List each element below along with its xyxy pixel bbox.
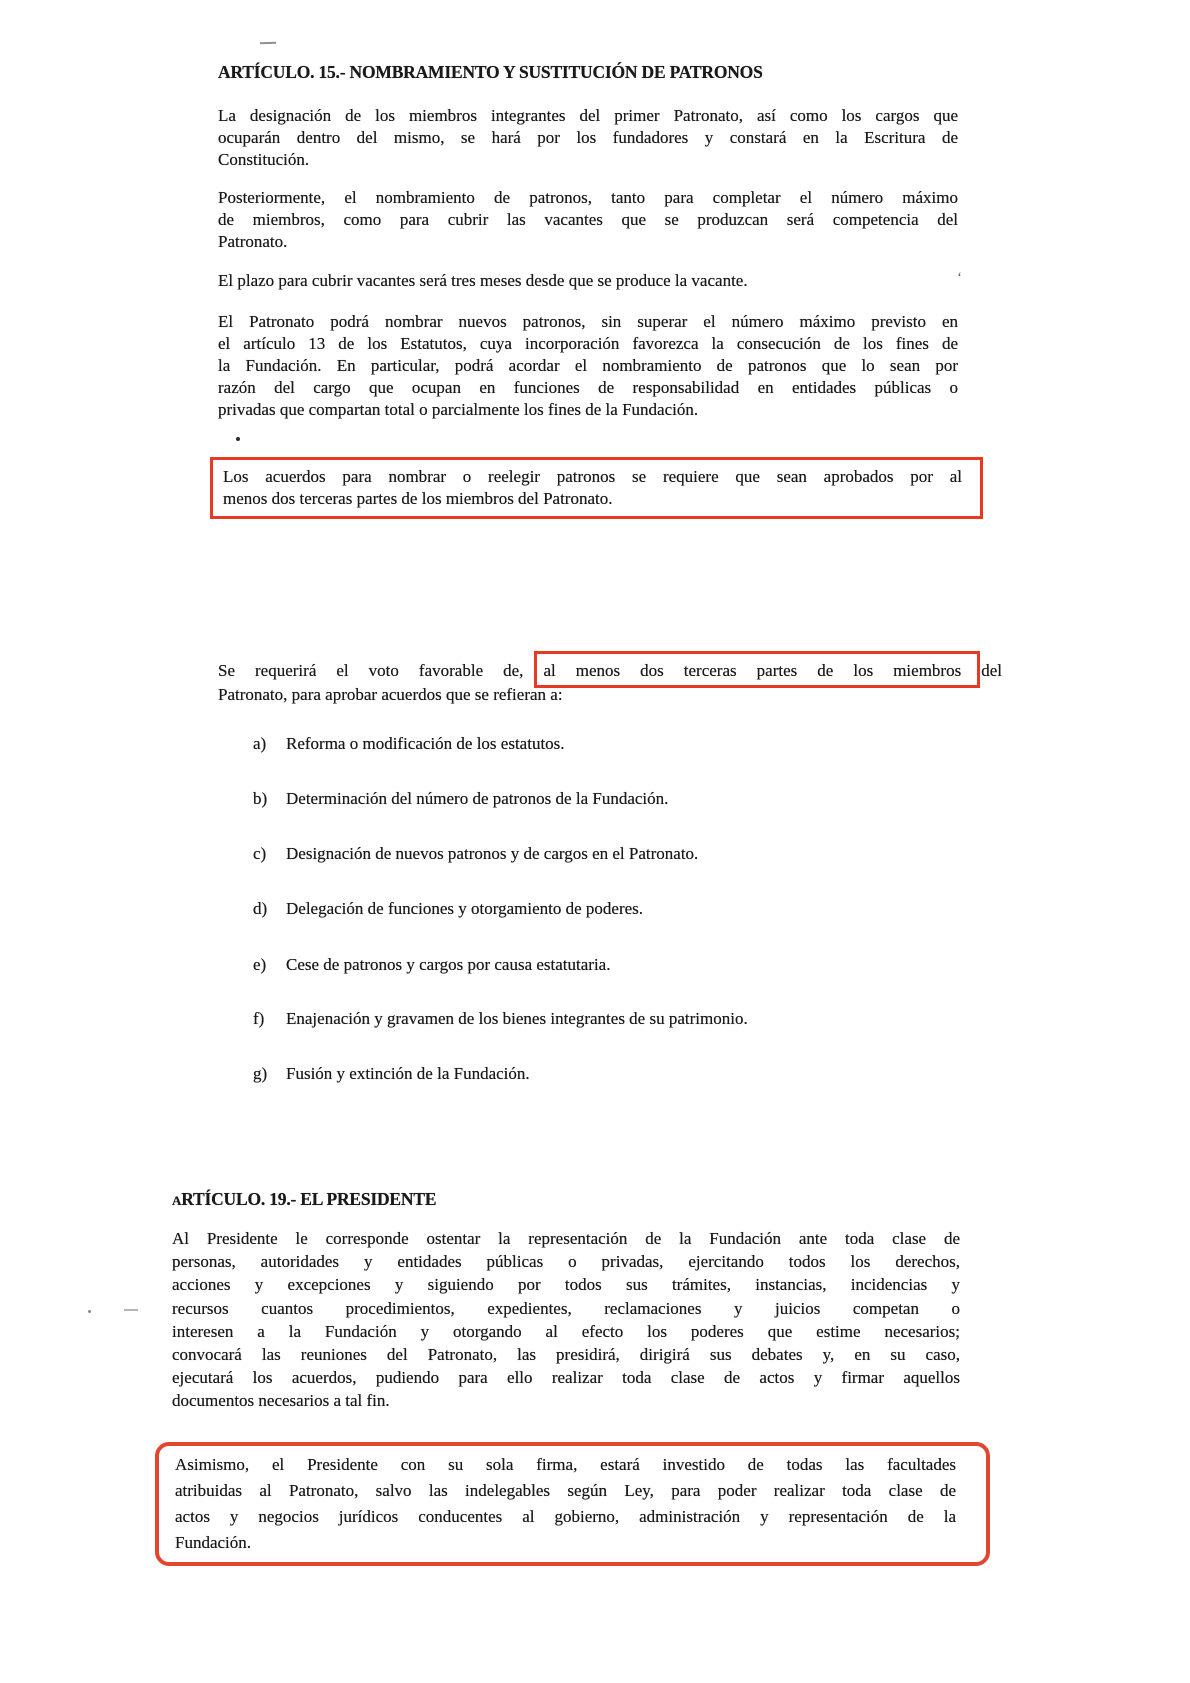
- article-19-heading: ARTÍCULO. 19.- EL PRESIDENTE: [172, 1189, 437, 1209]
- paragraph-voto-favorable: [218, 659, 1002, 707]
- text-line: privadas que compartan total o parcialmente los fines de la Fundación.: [218, 400, 699, 419]
- text-line: Posteriormente, el nombramiento de patronos, tanto para completar el número máximo: [218, 188, 958, 207]
- list-item-label: a): [253, 734, 267, 753]
- text-line: Los acuerdos para nombrar o reelegir patronos se requiere que sean aprobados por al: [223, 467, 962, 486]
- list-item-label: b): [253, 789, 268, 808]
- text-line: Al Presidente le corresponde ostentar la representación de la Fundación ante toda clase de: [172, 1229, 960, 1248]
- highlight-box-acuerdos: [210, 457, 983, 519]
- paragraph-posteriormente: [218, 187, 958, 253]
- text-line: El Patronato podrá nombrar nuevos patronos, sin superar el número máximo previsto en: [218, 312, 958, 331]
- scan-artifact-dot: [88, 1310, 91, 1313]
- text-line: interesen a la Fundación y otorgando al efecto los poderes que estime necesarios;: [172, 1321, 960, 1341]
- list-item-text: Determinación del número de patronos de la Fundación.: [286, 789, 669, 808]
- text-line: Patronato, para aprobar acuerdos que se refieran a:: [218, 685, 563, 704]
- paragraph-plazo: [218, 270, 958, 292]
- paragraph-nombrar-patronos: [218, 311, 958, 421]
- list-item-label: e): [253, 955, 267, 974]
- rounded-highlight-box-asimismo: [155, 1442, 990, 1566]
- scan-artifact-dash: [124, 1309, 138, 1311]
- article-15-heading: ARTÍCULO. 15.- NOMBRAMIENTO Y SUSTITUCIÓN DE PATRONOS: [218, 62, 763, 82]
- scan-artifact-ink-dot: [236, 437, 240, 441]
- text-line: Se requerirá el voto favorable de, al menos dos terceras partes de los miembros del: [218, 661, 1002, 680]
- text-line: personas, autoridades y entidades públicas o privadas, ejercitando todos los derechos,: [172, 1252, 960, 1272]
- text-line: El plazo para cubrir vacantes será tres meses desde que se produce la vacante.: [218, 271, 748, 290]
- list-item: [253, 1008, 748, 1030]
- text-line: acciones y excepciones y siguiendo por todos sus trámites, instancias, incidencias y: [172, 1275, 960, 1295]
- list-item-text: Designación de nuevos patronos y de cargos en el Patronato.: [286, 844, 699, 863]
- text-line: ocuparán dentro del mismo, se hará por los fundadores y constará en la Escritura de: [218, 128, 958, 147]
- list-item: [253, 954, 610, 976]
- paragraph-designacion: [218, 105, 958, 171]
- list-item-text: Reforma o modificación de los estatutos.: [286, 734, 565, 753]
- text-line: de miembros, como para cubrir las vacantes que se produzcan será competencia del: [218, 210, 958, 229]
- text-line: atribuidas al Patronato, salvo las indelegables según Ley, para poder realizar toda clase de: [175, 1481, 956, 1500]
- list-item-label: d): [253, 899, 268, 918]
- text-line: recursos cuantos procedimientos, expedientes, reclamaciones y juicios competan o: [172, 1298, 960, 1318]
- list-item: [253, 733, 565, 755]
- text-line: menos dos terceras partes de los miembros del Patronato.: [223, 489, 613, 508]
- list-item-label: g): [253, 1064, 268, 1083]
- list-item-text: Enajenación y gravamen de los bienes integrantes de su patrimonio.: [286, 1009, 748, 1028]
- list-item: [253, 843, 698, 865]
- scan-artifact-dash: [260, 42, 276, 45]
- list-item-text: Cese de patronos y cargos por causa estatutaria.: [286, 955, 611, 974]
- text-line: Constitución.: [218, 150, 310, 169]
- list-item: [253, 788, 668, 810]
- text-line: Asimismo, el Presidente con su sola firma, estará investido de todas las facultades: [175, 1455, 956, 1474]
- text-line: documentos necesarios a tal fin.: [172, 1391, 390, 1411]
- list-item: [253, 1063, 530, 1085]
- text-line: razón del cargo que ocupan en funciones de responsabilidad en entidades públicas o: [218, 378, 958, 397]
- text-line: actos y negocios jurídicos conducentes al gobierno, administración y representación de la: [175, 1507, 956, 1526]
- list-item: [253, 898, 643, 920]
- text-line: la Fundación. En particular, podrá acordar el nombramiento de patronos que lo sean por: [218, 356, 958, 375]
- list-item-label: f): [253, 1009, 265, 1028]
- text-line: Patronato.: [218, 232, 288, 251]
- paragraph-presidente: [172, 1227, 960, 1413]
- text-line: ejecutará los acuerdos, pudiendo para ello realizar toda clase de actos y firmar aquellos: [172, 1368, 960, 1388]
- list-item-text: Fusión y extinción de la Fundación.: [286, 1064, 530, 1083]
- text-line: Fundación.: [175, 1533, 252, 1552]
- scan-artifact-tick: ‘: [957, 270, 962, 286]
- list-item-label: c): [253, 844, 267, 863]
- list-item-text: Delegación de funciones y otorgamiento de poderes.: [286, 899, 644, 918]
- text-line: el artículo 13 de los Estatutos, cuya incorporación favorezca la consecución de los fines de: [218, 334, 958, 353]
- text-line: La designación de los miembros integrantes del primer Patronato, así como los cargos que: [218, 106, 958, 125]
- text-line: convocará las reuniones del Patronato, las presidirá, dirigirá sus debates y, en su caso,: [172, 1345, 960, 1365]
